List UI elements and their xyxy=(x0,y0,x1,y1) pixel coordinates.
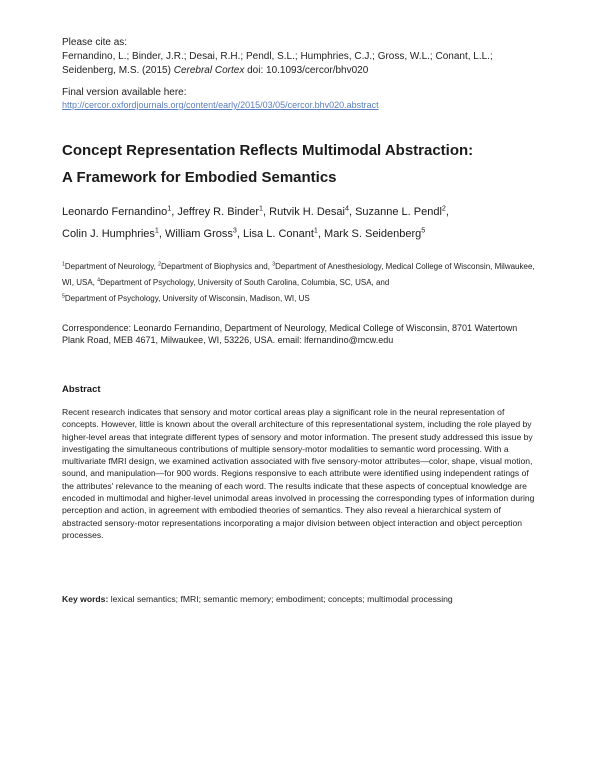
affiliation-text: Department of Biophysics and, xyxy=(161,262,273,271)
author-affiliation: 1 xyxy=(167,204,172,213)
affiliations xyxy=(62,259,542,307)
author-line-2: Colin J. Humphries$^1$, William Gross$^3$, Lisa L. Conant$^1$, Mark S. Seidenberg$^5$ xyxy=(62,226,426,240)
abstract-text: Recent research indicates that sensory and motor cortical areas play a significant role in the neural representation of concepts. However, little is known about the overall architecture of this representational system, including the role played by higher-level areas that integrate different types of sensory and motor information. The present study addressed this issue by investigating the simultaneous contributions of multiple sensory-motor modalities to semantic word processing. With a multivariate fMRI design, we examined activation associated with five sensory-motor attributes—color, shape, visual motion, sound, and manipulation—for 900 words. Regions responsive to each attribute were identified using independent ratings of the attributes' relevance to the meaning of each word. The results indicate that these aspects of conceptual knowledge are encoded in multimodal and higher-level unimodal areas involved in processing the corresponding types of information during perception and action, in agreement with embodied theories of semantics. They also reveal a hierarchical system of abstracted sensory-motor representations incorporating a major division between object interaction and object perception processes. xyxy=(62,407,535,540)
abstract-heading: Abstract xyxy=(62,384,101,395)
final-version-heading: Final version available here: xyxy=(62,87,187,98)
affiliation-text: Department of Neurology, xyxy=(64,262,159,271)
affiliation-text: Department of Anesthesiology, Medical College of Wisconsin, Milwaukee, WI, USA, xyxy=(62,262,535,287)
citation-heading: Please cite as: xyxy=(62,37,128,48)
author-affiliation: 1 xyxy=(313,226,318,235)
author-affiliation: 4 xyxy=(344,204,349,213)
author-name: Suzanne L. Pendl xyxy=(355,206,442,218)
final-version-block xyxy=(62,86,542,112)
final-version-link[interactable]: http://cercor.oxfordjournals.org/content/early/2015/03/05/cercor.bhv020.abstract xyxy=(62,100,379,110)
paper-title xyxy=(62,137,542,191)
author-name: Lisa L. Conant xyxy=(242,228,314,240)
author-list xyxy=(62,201,542,245)
keywords-label: Key words: xyxy=(62,594,109,604)
affiliation-number: 5 xyxy=(62,293,65,300)
affiliation-number: 4 xyxy=(97,277,101,284)
affiliation-number: 3 xyxy=(272,261,276,268)
affiliation-number: 1 xyxy=(62,261,65,268)
author-line-1: Leonardo Fernandino$^1$, Jeffrey R. Binder$^1$, Rutvik H. Desai$^4$, Suzanne L. Pendl$^2$, xyxy=(62,204,449,218)
correspondence: Correspondence: Leonardo Fernandino, Department of Neurology, Medical College of Wisconsin, 8701 Watertown Plank Road, MEB 4671, Milwaukee, WI, 53226, USA. email: lfernandino@mcw.edu xyxy=(62,323,518,345)
citation-block xyxy=(62,36,542,78)
author-affiliation: 2 xyxy=(441,204,446,213)
author-name: Jeffrey R. Binder xyxy=(177,206,260,218)
keywords xyxy=(62,594,542,604)
author-name: Rutvik H. Desai xyxy=(269,206,345,218)
citation-reference xyxy=(62,50,542,78)
title-line-1: Concept Representation Reflects Multimodal Abstraction: xyxy=(62,142,474,159)
author-name: William Gross xyxy=(165,228,233,240)
keywords-text: lexical semantics; fMRI; semantic memory; embodiment; concepts; multimodal processing xyxy=(108,594,453,604)
affiliation-text: Department of Psychology, University of South Carolina, Columbia, SC, USA, and xyxy=(100,278,390,287)
affiliation-number: 2 xyxy=(158,261,162,268)
author-name: Mark S. Seidenberg xyxy=(324,228,422,240)
author-affiliation: 3 xyxy=(232,226,237,235)
title-line-2: A Framework for Embodied Semantics xyxy=(62,169,337,186)
author-affiliation: 5 xyxy=(421,226,426,235)
author-affiliation: 1 xyxy=(259,204,264,213)
author-affiliation: 1 xyxy=(154,226,159,235)
affiliation-text: Department of Psychology, University of Wisconsin, Madison, WI, US xyxy=(64,294,310,303)
citation-doi: doi: 10.1093/cercor/bhv020 xyxy=(244,65,369,76)
author-name: Colin J. Humphries xyxy=(62,228,155,240)
journal-name: Cerebral Cortex xyxy=(173,65,245,76)
citation-authors-year: Fernandino, L.; Binder, J.R.; Desai, R.H.; Pendl, S.L.; Humphries, C.J.; Gross, W.L.; Conant, L.L.; Seidenberg, M.S. (2015) xyxy=(62,51,493,76)
author-name: Leonardo Fernandino xyxy=(62,206,168,218)
